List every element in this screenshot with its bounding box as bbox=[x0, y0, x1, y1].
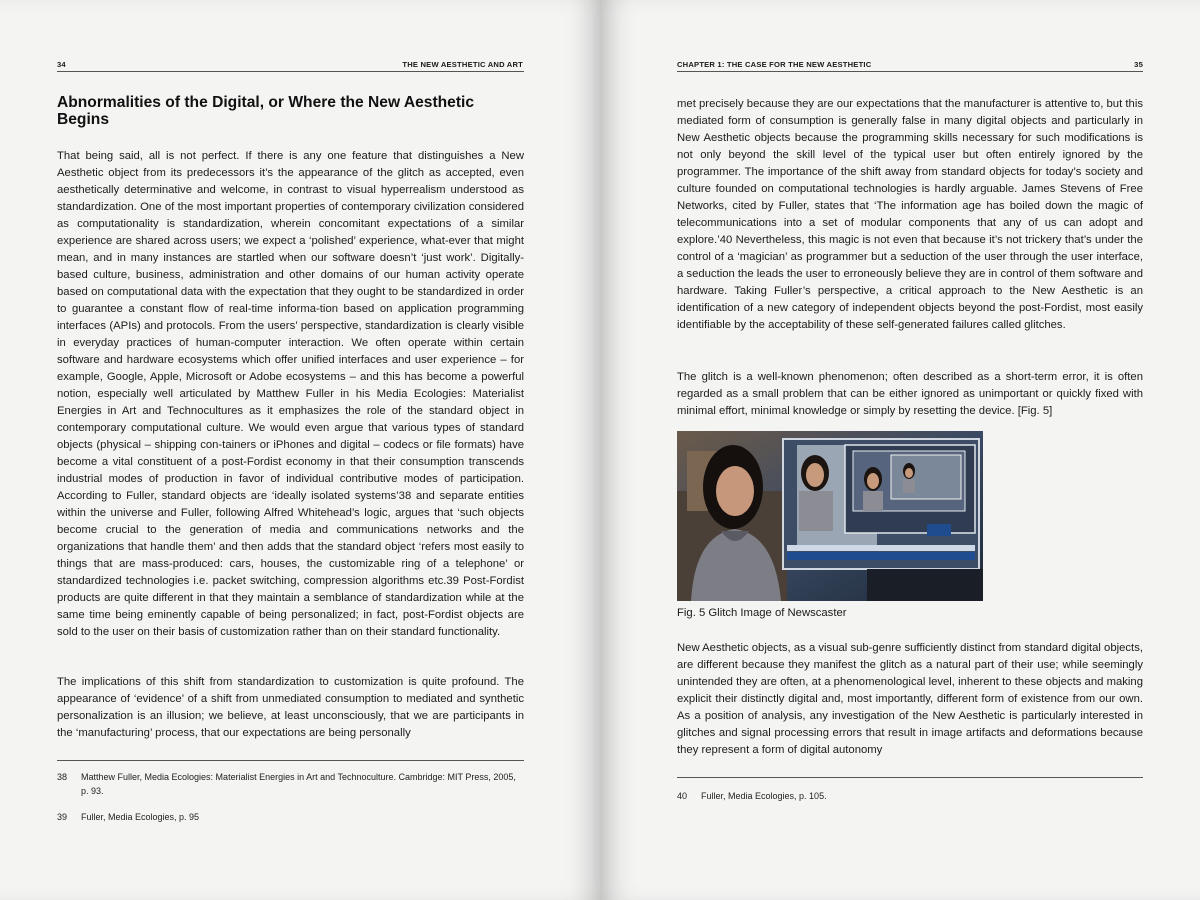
page-number: 35 bbox=[1134, 60, 1143, 69]
footnote bbox=[57, 771, 524, 798]
section-heading: Abnormalities of the Digital, or Where the New Aesthetic Begins bbox=[57, 94, 475, 128]
body-paragraph: That being said, all is not perfect. If there is any one feature that distinguishes a New Aesthetic object from its predecessors it’s the appearance of the glitch as accepted, even aesthetically determinative and welcome, in contrast to visual hyperrealism understood as standardization. One of the most important properties of contemporary civilization considered as computationality is standardization, wherein concomitant expectations of a similar experience are shared across users; we expect a ‘polished’ experience, what-ever that might mean, and in many instances are startled when our software doesn’t ‘just work’. Digitally-based culture, business, administration and other domains of our human activity operate based on computational data with the expectation that they ought to be standardized in order to guarantee a constant flow of real-time informa-tion based on application programming interfaces (APIs) and protocols. From the users’ perspective, standardization is clearly visible in everyday practices of human-computer interaction. We often operate within certain software and hardware ecosystems which offer unified interfaces and user experience – for example, Google, Apple, Microsoft or Adobe ecosystems – and this has become a powerful notion, especially well articulated by Matthew Fuller in his Media Ecologies: Materialist Energies in Art and Technocultures as it emphasizes the role of the standard object in contemporary computational culture. We would even argue that various types of standard objects (physical – shipping con-tainers or iPhones and digital – codecs or file formats) have become a vital constituent of a post-Fordist economy in that their consumption transcends industrial modes of production in favor of individual contributive modes of participation. According to Fuller, standard objects are ‘ideally isolated systems’38 and separate entities within the universe and Fuller, following Alfred Whitehead’s logic, argues that ‘such objects become crucial to the generation of media and communications networks and the organizations that handle them’ and then adds that the standard object ‘refers most easily to things that are mass-produced: cars, houses, the customizable ring of a telephone’ or standardized technologies i.e. packet switching, compression algorithms etc.39 Post-Fordist products are quite different in that they maintain a semblance of standardization while at the same time being eminently capable of being personalized; in fact, post-Fordist objects are sold to the user on their basis of customization rather than on their standard functionality. bbox=[57, 150, 524, 638]
footnote-text: Fuller, Media Ecologies, p. 105. bbox=[701, 791, 827, 801]
body-paragraph: The glitch is a well-known phenomenon; often described as a short-term error, it is often regarded as a small problem that can be either ignored as unimportant or quickly fixed with minimal effort, minimal knowledge or simply by resetting the device. [Fig. 5] bbox=[677, 371, 1143, 417]
footnote-rule bbox=[677, 777, 1143, 778]
header-rule bbox=[677, 71, 1143, 72]
running-title: THE NEW AESTHETIC AND ART bbox=[402, 60, 523, 69]
page-number: 34 bbox=[57, 60, 66, 69]
footnote-text: Matthew Fuller, Media Ecologies: Materialist Energies in Art and Technoculture. Cambridge: MIT Press, 2005, p. 93. bbox=[81, 772, 516, 796]
footnote-number: 40 bbox=[677, 791, 688, 801]
footnote bbox=[57, 811, 524, 825]
figure-caption: Fig. 5 Glitch Image of Newscaster bbox=[677, 607, 847, 619]
footnote-rule bbox=[57, 760, 524, 761]
running-title: CHAPTER 1: THE CASE FOR THE NEW AESTHETIC bbox=[677, 60, 872, 69]
footnote bbox=[677, 790, 1143, 804]
glitch-newscaster-image bbox=[677, 431, 983, 601]
body-paragraph: The implications of this shift from standardization to customization is quite profound. The appearance of ‘evidence’ of a shift from unmediated consumption to mediated and synthetic personalization is an illusion; we believe, at least unconsciously, that we are participants in the ‘manufacturing’ process, that our expectations are being personally bbox=[57, 676, 524, 739]
footnote-number: 39 bbox=[57, 812, 68, 822]
body-paragraph: met precisely because they are our expectations that the manufacturer is attentive to, but this mediated form of consumption is generally false in many digital objects and particularly in New Aesthetic objects because the programming skills necessary for such modifications is not only beyond the skill level of the typical user but often entirely ignored by the programmer. The importance of the shift away from standard objects for today’s society and culture founded on computational technologies is hardly arguable. James Stevens of Free Networks, cited by Fuller, states that ‘The information age has boiled down the magic of telecommunications into a set of modular components that any of us can adopt and explore.’40 Nevertheless, this magic is not even that because it’s not trickery that’s under the control of a ‘magician’ as programmer but a seduction of the user through the user interface, a seduction the leads the user to erroneously believe they are in control of them software and hardware. Taking Fuller’s perspective, a critical approach to the New Aesthetic is an identification of a new category of independent objects beyond the post-Fordist, most easily identifiable by the acceptability of these self-generated failures called glitches. bbox=[677, 98, 1143, 331]
body-paragraph: New Aesthetic objects, as a visual sub-genre sufficiently distinct from standard digital objects, are different because they manifest the glitch as a natural part of their use; while seemingly unintended they are often, at a phenomenological level, inherent to these objects and making explicit their distinctly digital and, most importantly, different form of existence from our own. As a position of analysis, any investigation of the New Aesthetic is particularly interested in glitches and signal processing errors that result in image artifacts and deformations because they represent a form of digital autonomy bbox=[677, 642, 1143, 756]
footnote-text: Fuller, Media Ecologies, p. 95 bbox=[81, 812, 200, 822]
right-page bbox=[600, 0, 1200, 900]
newscaster-illustration bbox=[677, 431, 983, 601]
header-rule bbox=[57, 71, 524, 72]
footnote-number: 38 bbox=[57, 772, 68, 782]
